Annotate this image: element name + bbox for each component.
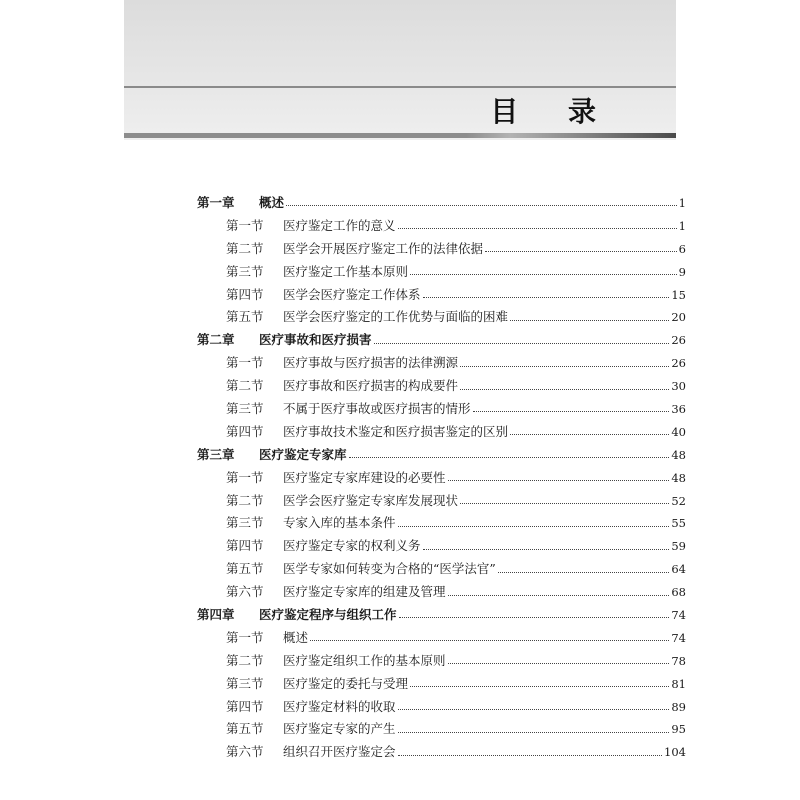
toc-entry-label — [226, 398, 471, 421]
dot-leader — [398, 708, 670, 710]
dot-leader — [460, 502, 669, 504]
section-title: 医学专家如何转变为合格的“医学法官” — [283, 561, 496, 577]
section-title: 医疗鉴定专家的产生 — [283, 721, 396, 737]
toc-entry-label — [226, 512, 396, 535]
dot-leader — [460, 365, 669, 367]
toc-section-row — [197, 467, 686, 490]
toc-section-row — [197, 535, 686, 558]
toc-section-row — [197, 306, 686, 329]
page-number: 52 — [671, 493, 686, 508]
section-number: 第五节 — [226, 721, 264, 737]
section-title: 医疗鉴定材料的收取 — [283, 698, 396, 714]
page-number: 1 — [678, 196, 686, 210]
dot-leader — [349, 456, 670, 458]
toc-entry-label — [197, 444, 347, 467]
page-number: 9 — [678, 264, 686, 279]
toc-entry-label — [197, 604, 397, 627]
chapter-number: 第一章 — [197, 195, 235, 210]
toc-entry-label — [226, 535, 421, 558]
section-number: 第二节 — [226, 378, 264, 394]
section-number: 第三节 — [226, 515, 264, 531]
page-number: 30 — [671, 379, 686, 394]
toc-entry-label — [226, 261, 408, 284]
toc-entry-label — [226, 718, 396, 741]
chapter-number: 第二章 — [197, 332, 235, 348]
page-number: 68 — [671, 585, 686, 600]
dot-leader — [374, 342, 670, 344]
dot-leader — [398, 754, 663, 756]
toc-section-row — [197, 581, 686, 604]
toc-section-row — [197, 375, 686, 398]
page-number: 104 — [664, 745, 686, 760]
dot-leader — [448, 479, 670, 481]
dot-leader — [410, 273, 677, 275]
header-divider-bottom — [124, 133, 676, 138]
page-number: 26 — [671, 333, 686, 348]
toc-entry-label — [226, 306, 508, 329]
toc-entry-label — [226, 673, 408, 696]
section-number: 第三节 — [226, 263, 264, 279]
page-number: 20 — [671, 310, 686, 325]
toc-section-row — [197, 421, 686, 444]
section-number: 第二节 — [226, 652, 264, 668]
chapter-title: 医疗事故和医疗损害 — [259, 332, 372, 348]
section-title: 医学会医疗鉴定的工作优势与面临的困难 — [283, 309, 509, 325]
toc-entry-label — [226, 375, 458, 398]
dot-leader — [460, 388, 669, 390]
section-title: 医学会开展医疗鉴定工作的法律依据 — [283, 240, 484, 256]
toc-chapter-row — [197, 192, 686, 215]
page-number: 74 — [671, 608, 686, 623]
chapter-number: 第四章 — [197, 607, 235, 623]
section-number: 第一节 — [226, 629, 264, 645]
toc-section-row — [197, 696, 686, 719]
toc-section-row — [197, 718, 686, 741]
section-title: 医疗事故技术鉴定和医疗损害鉴定的区别 — [283, 423, 509, 439]
book-page — [124, 0, 686, 800]
section-title: 医疗事故与医疗损害的法律溯源 — [283, 355, 459, 371]
dot-leader — [423, 548, 670, 550]
section-title: 医疗鉴定专家的权利义务 — [283, 538, 421, 554]
page-number: 6 — [678, 241, 686, 256]
section-number: 第二节 — [226, 240, 264, 256]
toc-entry-label — [197, 192, 284, 215]
page-number: 95 — [671, 722, 686, 737]
section-number: 第三节 — [226, 675, 264, 691]
section-title: 医疗鉴定工作的意义 — [283, 217, 396, 233]
page-number: 59 — [671, 539, 686, 554]
section-title: 医疗鉴定的委托与受理 — [283, 675, 409, 691]
toc-entry-label — [226, 238, 483, 261]
section-number: 第一节 — [226, 217, 264, 233]
toc-entry-label — [226, 490, 458, 513]
toc-chapter-row — [197, 329, 686, 352]
section-title: 不属于医疗事故或医疗损害的情形 — [283, 401, 471, 417]
toc-entry-label — [226, 627, 308, 650]
dot-leader — [485, 250, 677, 252]
toc-section-row — [197, 284, 686, 307]
chapter-number: 第三章 — [197, 446, 235, 462]
toc-entry-label — [226, 467, 446, 490]
page-number: 48 — [671, 470, 686, 485]
page-number: 48 — [671, 447, 686, 462]
chapter-title: 医疗鉴定专家库 — [259, 446, 347, 462]
page-number: 15 — [671, 287, 686, 302]
section-number: 第四节 — [226, 698, 264, 714]
section-title: 医学会医疗鉴定专家库发展现状 — [283, 492, 459, 508]
section-number: 第一节 — [226, 355, 264, 371]
toc-entry-label — [226, 284, 421, 307]
toc-entry-label — [226, 558, 496, 581]
toc-section-row — [197, 558, 686, 581]
section-title: 医疗事故和医疗损害的构成要件 — [283, 378, 459, 394]
toc-section-row — [197, 398, 686, 421]
section-number: 第五节 — [226, 309, 264, 325]
page-number: 89 — [671, 699, 686, 714]
page-number: 1 — [678, 218, 686, 233]
section-number: 第二节 — [226, 492, 264, 508]
toc-section-row — [197, 650, 686, 673]
page-number: 26 — [671, 356, 686, 371]
header-divider-top — [124, 86, 676, 88]
page-title: 目 录 — [490, 95, 616, 128]
dot-leader — [399, 616, 670, 618]
toc-chapter-row — [197, 444, 686, 467]
section-title: 医疗鉴定专家库的组建及管理 — [283, 584, 446, 600]
dot-leader — [498, 571, 670, 573]
dot-leader — [448, 594, 670, 596]
section-number: 第四节 — [226, 286, 264, 302]
section-title: 专家入库的基本条件 — [283, 515, 396, 531]
toc-entry-label — [226, 741, 396, 764]
dot-leader — [448, 662, 670, 664]
dot-leader — [398, 525, 670, 527]
section-number: 第一节 — [226, 469, 264, 485]
page-number: 64 — [671, 562, 686, 577]
dot-leader — [473, 410, 670, 412]
section-title: 医疗鉴定专家库建设的必要性 — [283, 469, 446, 485]
dot-leader — [286, 204, 677, 206]
toc-section-row — [197, 490, 686, 513]
toc-section-row — [197, 261, 686, 284]
section-number: 第六节 — [226, 584, 264, 600]
chapter-title: 概述 — [259, 195, 285, 210]
dot-leader — [410, 685, 669, 687]
toc-section-row — [197, 512, 686, 535]
page-number: 36 — [671, 402, 686, 417]
section-title: 组织召开医疗鉴定会 — [283, 744, 396, 760]
toc-entry-label — [226, 352, 458, 375]
section-number: 第六节 — [226, 744, 264, 760]
toc-section-row — [197, 673, 686, 696]
toc-chapter-row — [197, 604, 686, 627]
page-number: 78 — [671, 653, 686, 668]
page-number: 40 — [671, 424, 686, 439]
section-number: 第五节 — [226, 561, 264, 577]
page-number: 74 — [671, 630, 686, 645]
toc-entry-label — [226, 696, 396, 719]
section-number: 第三节 — [226, 401, 264, 417]
section-title: 医学会医疗鉴定工作体系 — [283, 286, 421, 302]
toc-entry-label — [226, 650, 446, 673]
section-title: 医疗鉴定工作基本原则 — [283, 263, 409, 279]
section-number: 第四节 — [226, 423, 264, 439]
toc-section-row — [197, 352, 686, 375]
toc-entry-label — [226, 421, 508, 444]
dot-leader — [398, 731, 670, 733]
toc-section-row — [197, 741, 686, 764]
page-number: 81 — [671, 676, 686, 691]
dot-leader — [510, 433, 669, 435]
section-title: 医疗鉴定组织工作的基本原则 — [283, 652, 446, 668]
section-number: 第四节 — [226, 538, 264, 554]
dot-leader — [398, 227, 677, 229]
dot-leader — [510, 319, 669, 321]
dot-leader — [423, 296, 670, 298]
section-title: 概述 — [283, 629, 309, 645]
table-of-contents — [197, 192, 686, 764]
toc-section-row — [197, 238, 686, 261]
toc-entry-label — [197, 329, 372, 352]
toc-section-row — [197, 215, 686, 238]
dot-leader — [310, 639, 669, 641]
toc-section-row — [197, 627, 686, 650]
page-number: 55 — [671, 516, 686, 531]
toc-entry-label — [226, 215, 396, 238]
toc-entry-label — [226, 581, 446, 604]
chapter-title: 医疗鉴定程序与组织工作 — [259, 607, 397, 623]
